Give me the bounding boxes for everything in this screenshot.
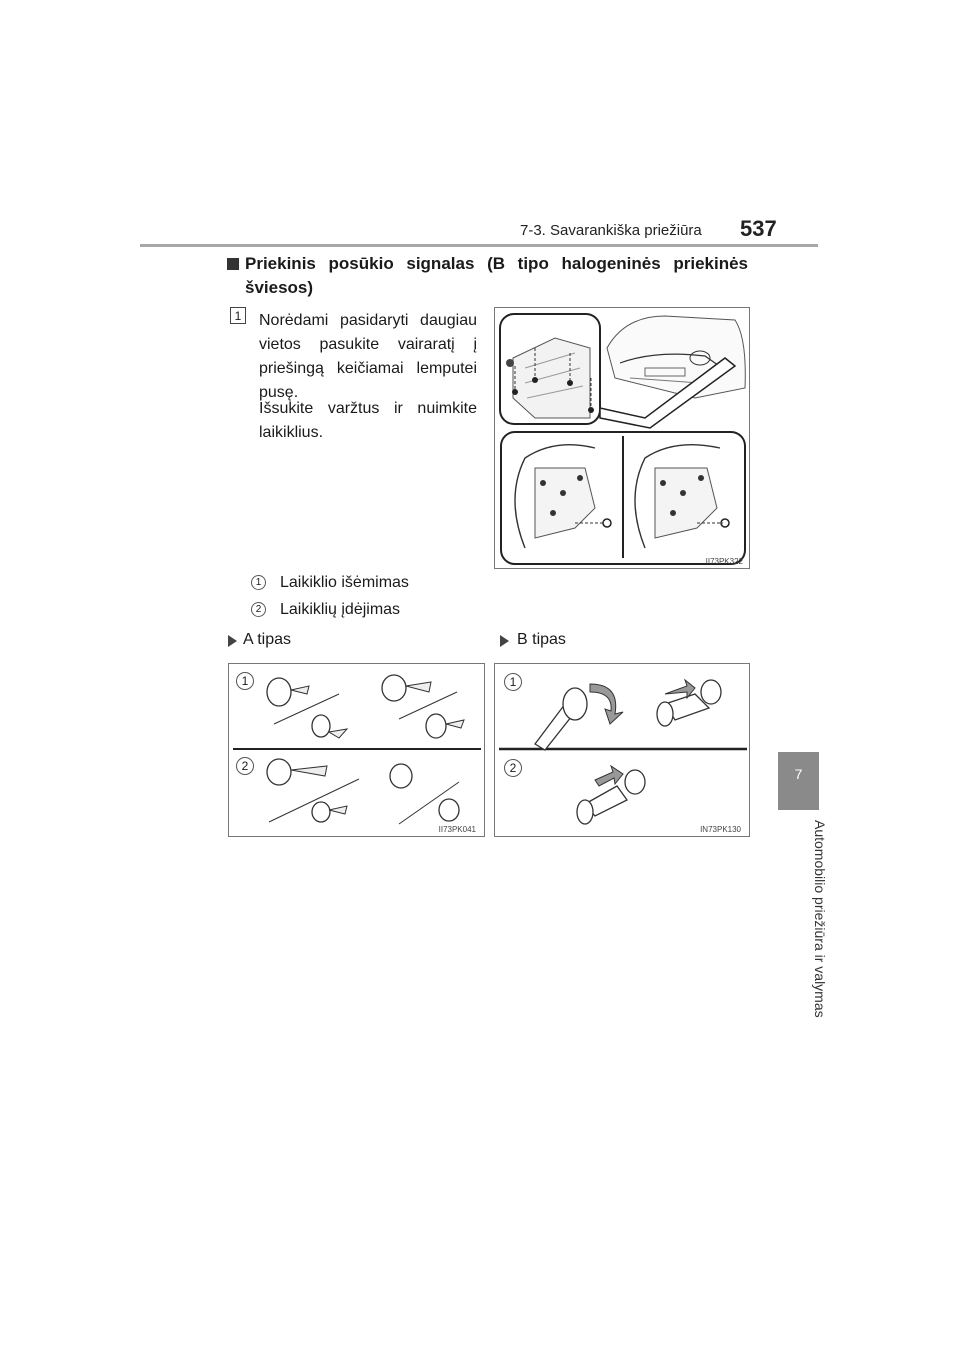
type-a-step-1: 1 — [236, 672, 254, 690]
legend-label-2: Laikiklių įdėjimas — [280, 601, 401, 618]
chapter-number: 7 — [794, 766, 803, 782]
type-a-step-2: 2 — [236, 757, 254, 775]
legend-number-2: 2 — [251, 602, 266, 617]
header-divider — [140, 244, 818, 247]
type-a-label: A tipas — [243, 631, 292, 648]
page-number: 537 — [740, 216, 777, 241]
type-b-figure — [494, 663, 750, 837]
type-a-figure-code: II73PK041 — [438, 825, 476, 834]
heading-bullet-icon — [227, 258, 239, 270]
type-b-figure-code: IN73PK130 — [700, 825, 741, 834]
type-b-bullet-icon — [500, 635, 509, 647]
figure-code: II73PK322 — [705, 557, 743, 566]
section-heading: Priekinis posūkio signalas (B tipo halogeninės priekinės šviesos) — [245, 254, 748, 297]
section-title: 7-3. Savarankiška priežiūra — [520, 222, 702, 239]
legend-label-1: Laikiklio išėmimas — [280, 574, 409, 591]
type-a-figure — [228, 663, 485, 837]
type-b-step-1: 1 — [504, 673, 522, 691]
type-b-label: B tipas — [517, 631, 566, 648]
step-paragraph-2: Išsukite varžtus ir nuimkite laikiklius. — [259, 400, 477, 441]
chapter-tab — [778, 752, 819, 810]
type-b-step-2: 2 — [504, 759, 522, 777]
type-a-bullet-icon — [228, 635, 237, 647]
headlight-clip-figure — [494, 307, 750, 569]
type-a-clip-illustration — [229, 664, 485, 837]
chapter-title: Automobilio priežiūra ir valymas — [812, 820, 828, 1018]
legend-number-1: 1 — [251, 575, 266, 590]
step-paragraph-1: Norėdami pasidaryti daugiau vietos pasukite vairaratį į priešingą keičiamai lemputei pusę. — [259, 312, 477, 401]
headlight-illustration — [495, 308, 750, 569]
type-b-clip-illustration — [495, 664, 750, 837]
step-number: 1 — [230, 307, 246, 324]
